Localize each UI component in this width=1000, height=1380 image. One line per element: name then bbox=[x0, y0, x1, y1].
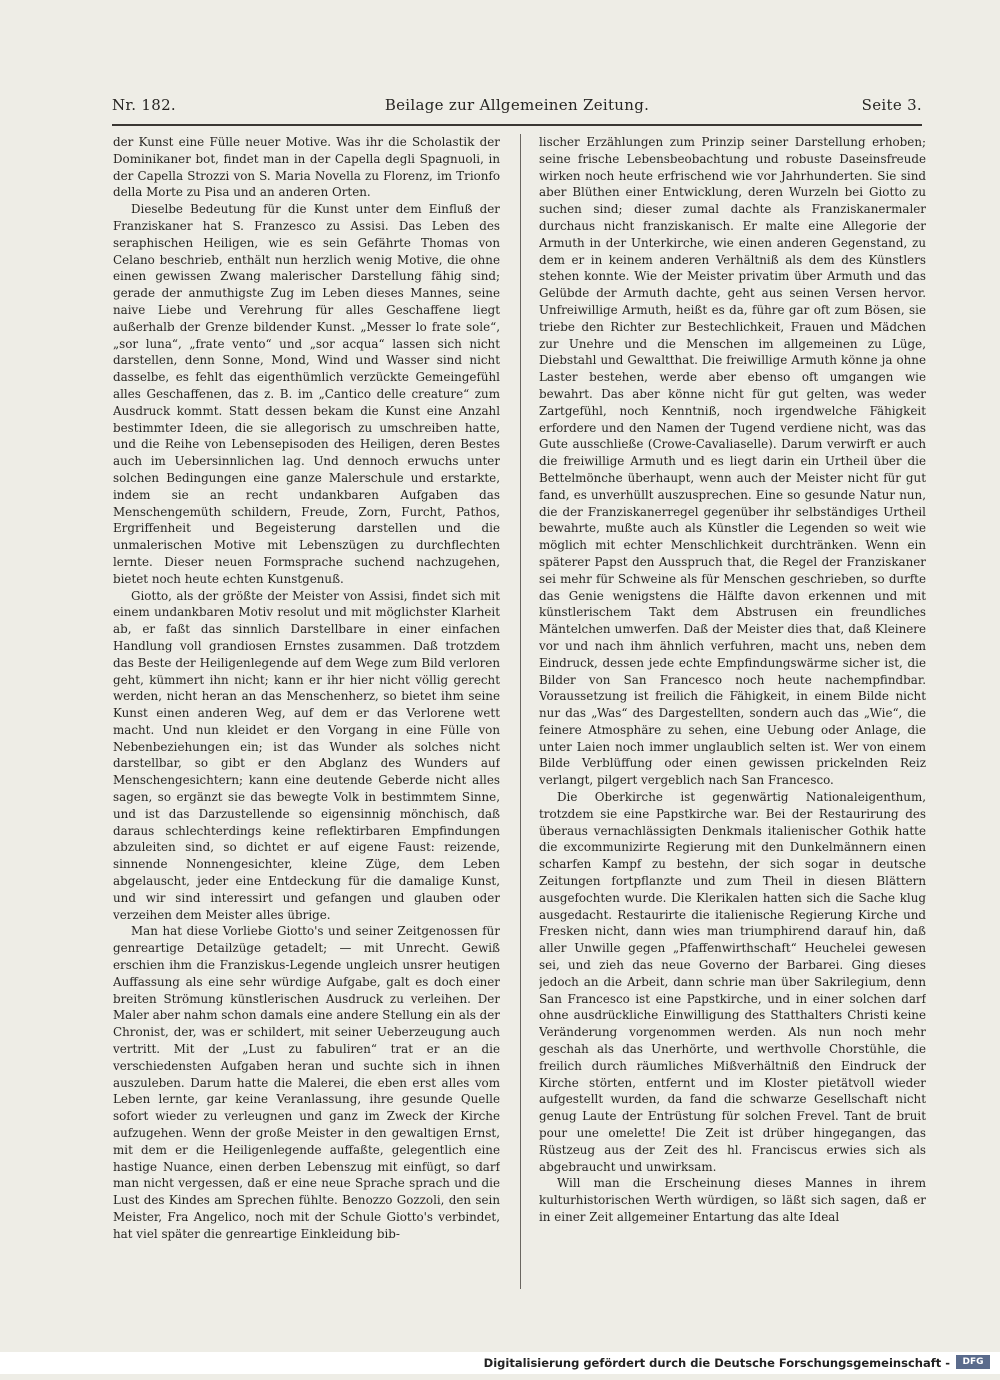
page-number: Seite 3. bbox=[861, 96, 922, 114]
right-column bbox=[539, 134, 926, 1294]
issue-number: Nr. 182. bbox=[112, 96, 176, 114]
column-divider bbox=[520, 134, 521, 1289]
paragraph: Giotto, als der größte der Meister von Assisi, findet sich mit einem undankbaren Motiv resolut und mit möglichster Klarheit ab, er faßt das sinnlich Darstellbare in einer einfachen Handlung voll grandiosen Ernstes zusammen. Daß trotzdem das Beste der Heiligenlegende auf dem Wege zum Bild verloren geht, kümmert ihn nicht; kann er ihr hier nicht völlig gerecht werden, nicht heran an das Menschenherz, so bietet ihm seine Kunst einen anderen Weg, auf dem er das Verlorene wett macht. Und nun kleidet er den Vorgang in eine Fülle von Nebenbeziehungen ein; ist das Wunder als solches nicht darstellbar, so gibt er den Abglanz des Wunders auf Menschengesichtern; kann eine deutende Geberde nicht alles sagen, so ergänzt sie das bewegte Volk in bestimmtem Sinne, und ist das Darzustellende so eigensinnig mönchisch, daß daraus schlechterdings keine reflektirbaren Empfindungen abzuleiten sind, so dichtet er auf eigene Faust: reizende, sinnende Nonnengesichter, kleine Züge, dem Leben abgelauscht, jeder eine Entdeckung für die damalige Kunst, und wir sind interessirt und gefangen und glauben oder verzeihen dem Meister alles übrige. bbox=[113, 588, 500, 922]
paragraph: Man hat diese Vorliebe Giotto's und seiner Zeitgenossen für genreartige Detailzüge getadelt; — mit Unrecht. Gewiß erschien ihm die Franziskus-Legende ungleich unsrer heutigen Auffassung als eine sehr würdige Aufgabe, galt es doch einer breiten Strömung künstlerischen Ausdruck zu verleihen. Der Maler aber nahm schon damals eine andere Stellung ein als der Chronist, der, was er schildert, mit seiner Ueberzeugung auch vertritt. Mit der „Lust zu fabuliren“ trat er an die verschiedensten Aufgaben heran und suchte sich in ihnen auszuleben. Darum hatte die Malerei, die eben erst alles vom Leben lernte, gar keine Veranlassung, ihre gesunde Quelle sofort wieder zu verleugnen und ganz im Zweck der Kirche aufzugehen. Wenn der große Meister in den gewaltigen Ernst, mit dem er die Heiligenlegende auffaßte, gelegentlich eine hastige Nuance, einen derben Lebenszug mit einfügt, so darf man nicht vergessen, daß er eine neue Sprache sprach und die Lust des Kindes am Sprechen fühlte. Benozzo Gozzoli, den sein Meister, Fra Angelico, noch mit der Schule Giotto's verbindet, hat viel später die genreartige Einkleidung bib- bbox=[113, 924, 500, 1241]
paragraph: Die Oberkirche ist gegenwärtig Nationaleigenthum, trotzdem sie eine Papstkirche war. Bei der Restaurirung des überaus vernachlässigten Denkmals italienischer Gothik hatte die excommunizirte Regierung mit den Dunkelmännern einen scharfen Kampf zu bestehn, der sich sogar in deutsche Zeitungen fortpflanzte und zum Theil in diesen Blättern ausgefochten wurde. Die Klerikalen hatten sich die Sache klug ausgedacht. Restaurirte die italienische Regierung Kirche und Fresken nicht, dann wies man triumphirend darauf hin, daß aller Unwille gegen „Pfaffenwirthschaft“ Heuchelei gewesen sei, und zieh das neue Governo der Barbarei. Ging dieses jedoch an die Arbeit, dann schrie man über Sakrilegium, denn San Francesco ist eine Papstkirche, und in einer solchen darf ohne ausdrückliche Einwilligung des Statthalters Christi keine Veränderung vorgenommen werden. Als nun noch mehr geschah als das Unerhörte, und werthvolle Chorstühle, die freilich durch räumliches Mißverhältniß den Eindruck der Kirche störten, entfernt und im Kloster pietätvoll wieder aufgestellt wurden, da fand die schwarze Gesellschaft nicht genug Laute der Entrüstung für solchen Frevel. Tant de bruit pour une omelette! Die Zeit ist drüber hingegangen, das Rüstzeug aus der Zeit des hl. Franciscus erwies sich als abgebraucht und unwirksam. bbox=[539, 790, 926, 1174]
paragraph: Dieselbe Bedeutung für die Kunst unter dem Einfluß der Franziskaner hat S. Franzesco zu Assisi. Das Leben des seraphischen Heiligen, wie es sein Gefährte Thomas von Celano beschrieb, enthält nun herzlich wenig Motive, die ohne einen gewissen Zwang malerischer Darstellung fähig sind; gerade der anmuthigste Zug im Leben dieses Mannes, seine naive Liebe und Verehrung für alles Geschaffene liegt außerhalb der Grenze bildender Kunst. „Messer lo frate sole“, „sor luna“, „frate vento“ und „sor acqua“ lassen sich nicht darstellen, denn Sonne, Mond, Wind und Wasser sind nicht dasselbe, es fehlt das eigenthümlich verzückte Gemeingefühl alles Geschaffenen, das z. B. im „Cantico delle creature“ zum Ausdruck kommt. Statt dessen bekam die Kunst eine Anzahl bestimmter Ideen, die sie allegorisch zu umschreiben hatte, und die Reihe von Lebensepisoden des Heiligen, deren Bestes auch im Uebersinnlichen lag. Und dennoch erwuchs unter solchen Bedingungen eine ganze Malerschule und erstarkte, indem sie an recht undankbaren Aufgaben das Menschengemüth schildern, Freude, Zorn, Furcht, Pathos, Ergriffenheit und Begeisterung darstellen und die unmalerischen Motive mit Lebenszügen zu durchflechten lernte. Dieser neuen Formsprache suchend nachzugehen, bietet noch heute echten Kunstgenuß. bbox=[113, 202, 500, 586]
digitization-footer bbox=[0, 1352, 1000, 1374]
left-column bbox=[113, 134, 500, 1294]
paragraph: lischer Erzählungen zum Prinzip seiner Darstellung erhoben; seine frische Lebensbeobachtung und robuste Daseinsfreude wirken noch heute erfrischend wie vor Jahrhunderten. Sie sind aber Blüthen einer Entwicklung, deren Wurzeln bei Giotto zu suchen sind; dieser zumal dachte als Franziskanermaler durchaus nicht franziskanisch. Er malte eine Allegorie der Armuth in der Unterkirche, wie einen anderen Gegenstand, zu dem er in keinem anderen Verhältniß als dem des Künstlers stehen konnte. Wie der Meister privatim über Armuth und das Gelübde der Armuth dachte, geht aus seinen Versen hervor. Unfreiwillige Armuth, heißt es da, führe gar oft zum Bösen, sie triebe den Richter zur Bestechlichkeit, Frauen und Mädchen zur Unehre und die Menschen im allgemeinen zu Lüge, Diebstahl und Gewaltthat. Die freiwillige Armuth könne ja ohne Laster bestehen, werde aber ebenso oft umgangen wie bewahrt. Das aber könne nicht für gut gelten, was weder Zartgefühl, noch Kenntniß, noch irgendwelche Fähigkeit erfordere und den Namen der Tugend verdiene nicht, was das Gute ausschließe (Crowe-Cavaliaselle). Darum verwirft er auch die freiwillige Armuth und es liegt darin ein Urtheil über die Bettelmönche überhaupt, wenn auch der Meister nicht für gut fand, es unverhüllt auszusprechen. Eine so gesunde Natur nun, die der Franziskanerregel gegenüber ihr selbständiges Urtheil bewahrte, mußte auch als Künstler die Legenden so weit wie möglich mit echter Menschlichkeit durchtränken. Wenn ein späterer Papst den Ausspruch that, die Regel der Franziskaner sei mehr für Schweine als für Menschen geschrieben, so durfte das Genie wenigstens die Hälfte davon erkennen und mit künstlerischem Takt dem Abstrusen ein freundliches Mäntelchen umwerfen. Daß der Meister dies that, daß Kleinere vor und nach ihm ähnlich verfuhren, macht uns, neben dem Eindruck, dessen jede echte Empfindungswärme sicher ist, die Bilder von San Francesco noch heute nachempfindbar. Voraussetzung ist freilich die Fähigkeit, in einem Bilde nicht nur das „Was“ des Dargestellten, sondern auch das „Wie“, die feinere Atmosphäre zu sehen, eine Uebung oder Anlage, die unter Laien noch immer unglaublich selten ist. Wer von einem Bilde Verblüffung oder einen gewissen prickelnden Reiz verlangt, pilgert vergeblich nach San Francesco. bbox=[539, 135, 926, 788]
supplement-title: Beilage zur Allgemeinen Zeitung. bbox=[384, 96, 650, 114]
page-header bbox=[112, 96, 922, 122]
paragraph: der Kunst eine Fülle neuer Motive. Was ihr die Scholastik der Dominikaner bot, findet man in der Capella degli Spagnuoli, in der Capella Strozzi von S. Maria Novella zu Florenz, im Trionfo della Morte zu Pisa und an anderen Orten. bbox=[113, 135, 500, 200]
funding-notice: Digitalisierung gefördert durch die Deutsche Forschungsgemeinschaft - bbox=[483, 1356, 950, 1370]
dfg-logo: DFG bbox=[956, 1355, 990, 1369]
paragraph: Will man die Erscheinung dieses Mannes in ihrem kulturhistorischen Werth würdigen, so läßt sich sagen, daß er in einer Zeit allgemeiner Entartung das alte Ideal bbox=[539, 1176, 926, 1224]
header-rule bbox=[112, 124, 922, 126]
